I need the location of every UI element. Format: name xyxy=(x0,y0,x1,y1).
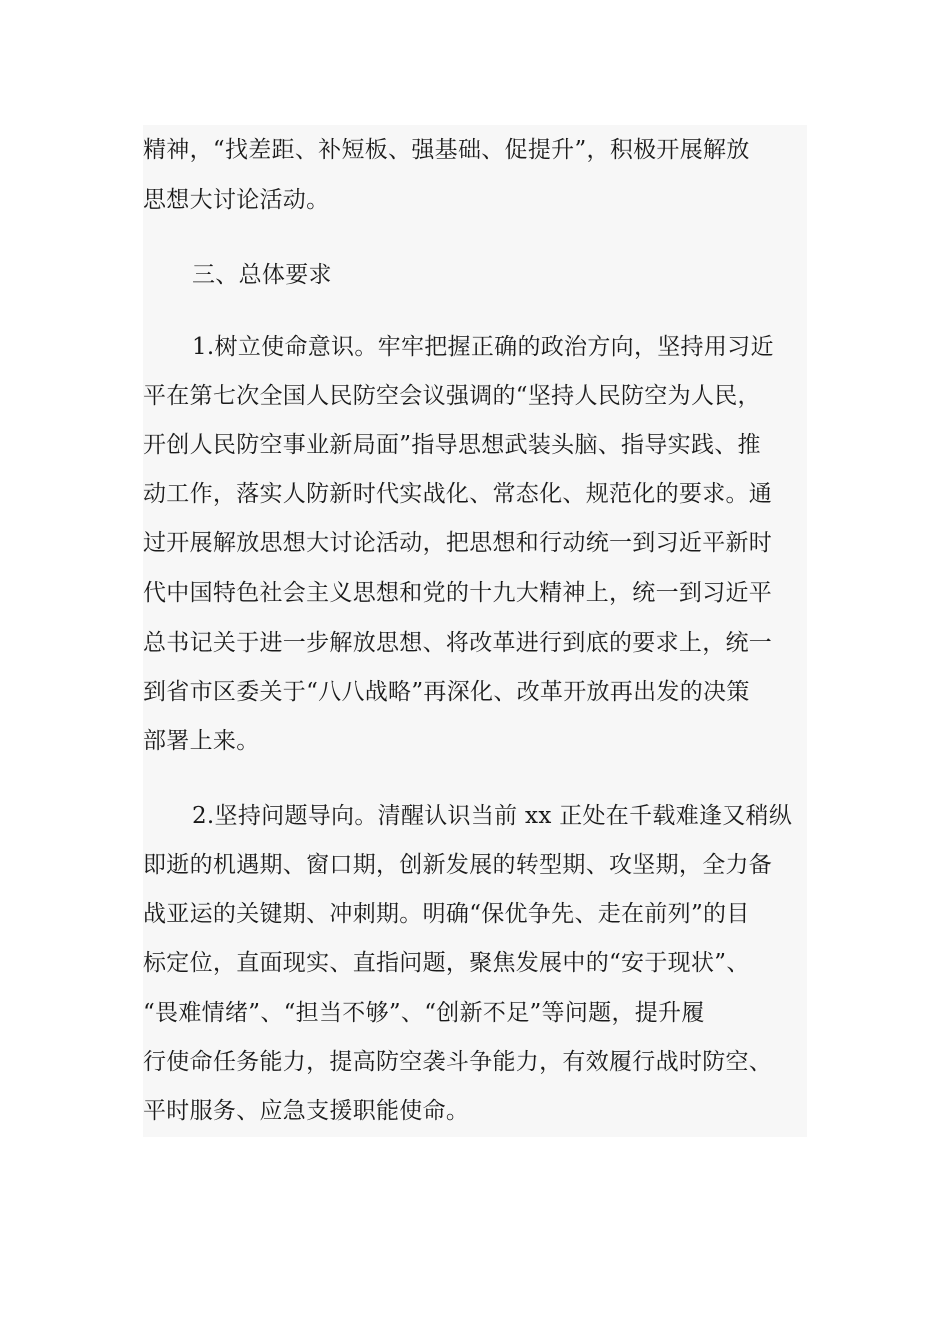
text-line: 代中国特色社会主义思想和党的十九大精神上，统一到习近平 xyxy=(143,580,773,606)
text-line: 精神，“找差距、补短板、强基础、促提升”，积极开展解放 xyxy=(143,137,750,163)
text-line: 总书记关于进一步解放思想、将改革进行到底的要求上，统一 xyxy=(143,630,773,656)
text-line: 开创人民防空事业新局面”指导思想武装头脑、指导实践、推 xyxy=(143,432,761,458)
document-text-block xyxy=(143,125,807,1137)
section-heading: 三、总体要求 xyxy=(192,262,332,288)
text-line: 平在第七次全国人民防空会议强调的“坚持人民防空为人民， xyxy=(143,383,761,409)
text-line: 过开展解放思想大讨论活动，把思想和行动统一到习近平新时 xyxy=(143,530,773,556)
text-line: 平时服务、应急支援职能使命。 xyxy=(143,1098,470,1124)
text-line: “畏难情绪”、“担当不够”、“创新不足”等问题，提升履 xyxy=(143,1000,705,1026)
text-line: 行使命任务能力，提高防空袭斗争能力，有效履行战时防空、 xyxy=(143,1049,773,1075)
text-line: 到省市区委关于“八八战略”再深化、改革开放再出发的决策 xyxy=(143,679,750,705)
text-line: 标定位，直面现实、直指问题，聚焦发展中的“安于现状”、 xyxy=(143,950,750,976)
text-line: 战亚运的关键期、冲刺期。明确“保优争先、走在前列”的目 xyxy=(143,901,750,927)
text-line: 动工作，落实人防新时代实战化、常态化、规范化的要求。通 xyxy=(143,481,773,507)
text-line: 部署上来。 xyxy=(143,728,260,754)
text-line: 1.树立使命意识。牢牢把握正确的政治方向，坚持用习近 xyxy=(192,334,774,360)
text-line: 2.坚持问题导向。清醒认识当前 xx 正处在千载难逢又稍纵 xyxy=(192,803,793,829)
text-line: 思想大讨论活动。 xyxy=(143,187,330,213)
text-line: 即逝的机遇期、窗口期，创新发展的转型期、攻坚期，全力备 xyxy=(143,852,773,878)
